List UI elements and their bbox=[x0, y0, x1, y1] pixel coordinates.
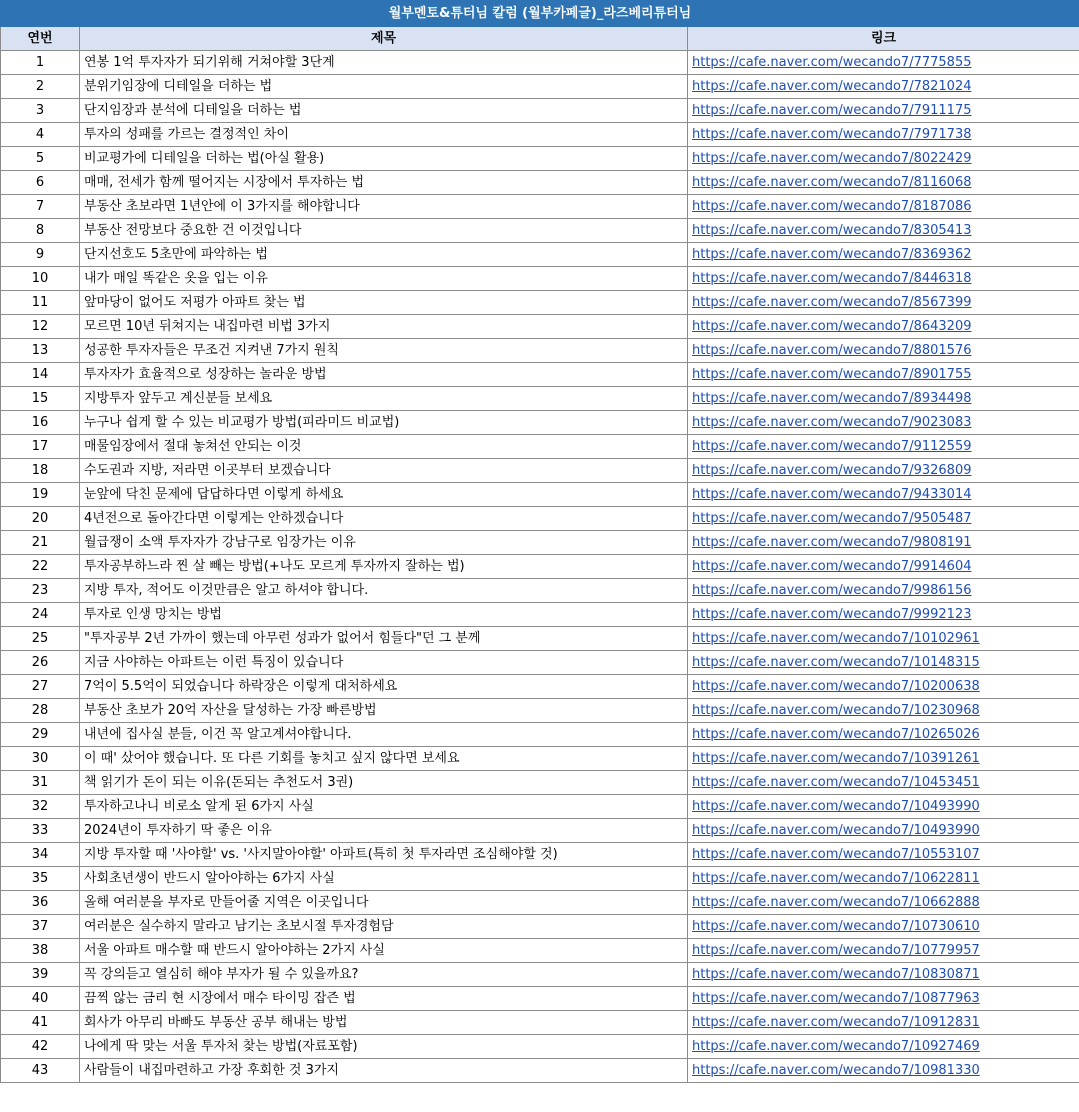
table-row bbox=[1, 675, 1079, 699]
row-link[interactable]: https://cafe.naver.com/wecando7/8022429 bbox=[692, 151, 972, 166]
row-link-cell bbox=[688, 99, 1079, 123]
row-number[interactable]: 30 bbox=[1, 747, 80, 771]
row-link-cell bbox=[688, 915, 1079, 939]
table-row bbox=[1, 483, 1079, 507]
row-number[interactable]: 9 bbox=[1, 243, 80, 267]
table-row bbox=[1, 531, 1079, 555]
row-title[interactable]: 이 때' 샀어야 했습니다. 또 다른 기회를 놓치고 싶지 않다면 보세요 bbox=[80, 747, 688, 771]
row-link-cell bbox=[688, 339, 1079, 363]
sheet-title[interactable]: 월부멘토&튜터님 칼럼 (월부카페글)_라즈베리튜터님 bbox=[1, 1, 1079, 27]
table-row bbox=[1, 219, 1079, 243]
row-title[interactable]: 투자하고나니 비로소 알게 된 6가지 사실 bbox=[80, 795, 688, 819]
table-row bbox=[1, 723, 1079, 747]
row-link-cell bbox=[688, 243, 1079, 267]
table-row bbox=[1, 819, 1079, 843]
row-link[interactable]: https://cafe.naver.com/wecando7/10877963 bbox=[692, 991, 980, 1006]
row-link-cell bbox=[688, 723, 1079, 747]
table-row bbox=[1, 411, 1079, 435]
row-number[interactable]: 8 bbox=[1, 219, 80, 243]
table-row bbox=[1, 699, 1079, 723]
row-link[interactable]: https://cafe.naver.com/wecando7/10662888 bbox=[692, 895, 980, 910]
row-title[interactable]: 투자자가 효율적으로 성장하는 놀라운 방법 bbox=[80, 363, 688, 387]
table-row bbox=[1, 843, 1079, 867]
table-row bbox=[1, 771, 1079, 795]
table-row bbox=[1, 171, 1079, 195]
row-title[interactable]: 올해 여러분을 부자로 만들어줄 지역은 이곳입니다 bbox=[80, 891, 688, 915]
row-title[interactable]: 투자로 인생 망치는 방법 bbox=[80, 603, 688, 627]
row-number[interactable]: 43 bbox=[1, 1059, 80, 1083]
row-title[interactable]: 부동산 전망보다 중요한 건 이것입니다 bbox=[80, 219, 688, 243]
row-link[interactable]: https://cafe.naver.com/wecando7/8369362 bbox=[692, 247, 972, 262]
row-link[interactable]: https://cafe.naver.com/wecando7/8801576 bbox=[692, 343, 972, 358]
row-link[interactable]: https://cafe.naver.com/wecando7/10230968 bbox=[692, 703, 980, 718]
table-row bbox=[1, 339, 1079, 363]
row-number[interactable]: 24 bbox=[1, 603, 80, 627]
row-number[interactable]: 19 bbox=[1, 483, 80, 507]
table-row bbox=[1, 195, 1079, 219]
row-link-cell bbox=[688, 435, 1079, 459]
row-link-cell bbox=[688, 75, 1079, 99]
row-link[interactable]: https://cafe.naver.com/wecando7/9505487 bbox=[692, 511, 972, 526]
row-title[interactable]: 비교평가에 디테일을 더하는 법(아실 활용) bbox=[80, 147, 688, 171]
row-link-cell bbox=[688, 699, 1079, 723]
table-row bbox=[1, 579, 1079, 603]
table-row bbox=[1, 291, 1079, 315]
row-title[interactable]: 지방 투자, 적어도 이것만큼은 알고 하셔야 합니다. bbox=[80, 579, 688, 603]
row-link-cell bbox=[688, 387, 1079, 411]
row-link-cell bbox=[688, 267, 1079, 291]
row-link-cell bbox=[688, 123, 1079, 147]
row-number[interactable]: 13 bbox=[1, 339, 80, 363]
row-link-cell bbox=[688, 963, 1079, 987]
row-number[interactable]: 20 bbox=[1, 507, 80, 531]
row-link-cell bbox=[688, 867, 1079, 891]
row-number[interactable]: 10 bbox=[1, 267, 80, 291]
row-link[interactable]: https://cafe.naver.com/wecando7/10981330 bbox=[692, 1063, 980, 1078]
table-row bbox=[1, 363, 1079, 387]
table-row bbox=[1, 1035, 1079, 1059]
row-title[interactable]: 나에게 딱 맞는 서울 투자처 찾는 방법(자료포함) bbox=[80, 1035, 688, 1059]
row-title[interactable]: 여러분은 실수하지 말라고 남기는 초보시절 투자경험담 bbox=[80, 915, 688, 939]
table-row bbox=[1, 387, 1079, 411]
row-number[interactable]: 42 bbox=[1, 1035, 80, 1059]
row-link[interactable]: https://cafe.naver.com/wecando7/9023083 bbox=[692, 415, 972, 430]
row-link-cell bbox=[688, 891, 1079, 915]
row-title[interactable]: 매매, 전세가 함께 떨어지는 시장에서 투자하는 법 bbox=[80, 171, 688, 195]
row-title[interactable]: 7억이 5.5억이 되었습니다 하락장은 이렇게 대처하세요 bbox=[80, 675, 688, 699]
row-number[interactable]: 27 bbox=[1, 675, 80, 699]
table-row bbox=[1, 315, 1079, 339]
row-link[interactable]: https://cafe.naver.com/wecando7/9914604 bbox=[692, 559, 972, 574]
row-title[interactable]: 단지임장과 분석에 디테일을 더하는 법 bbox=[80, 99, 688, 123]
row-title[interactable]: 분위기임장에 디테일을 더하는 법 bbox=[80, 75, 688, 99]
row-link-cell bbox=[688, 195, 1079, 219]
row-number[interactable]: 40 bbox=[1, 987, 80, 1011]
row-link-cell bbox=[688, 747, 1079, 771]
row-title[interactable]: 내가 매일 똑같은 옷을 입는 이유 bbox=[80, 267, 688, 291]
row-link-cell bbox=[688, 1011, 1079, 1035]
row-number[interactable]: 39 bbox=[1, 963, 80, 987]
row-link-cell bbox=[688, 1035, 1079, 1059]
row-number[interactable]: 7 bbox=[1, 195, 80, 219]
table-row bbox=[1, 747, 1079, 771]
row-title[interactable]: 4년전으로 돌아간다면 이렇게는 안하겠습니다 bbox=[80, 507, 688, 531]
table-row bbox=[1, 459, 1079, 483]
table-row bbox=[1, 867, 1079, 891]
row-link-cell bbox=[688, 939, 1079, 963]
row-number[interactable]: 3 bbox=[1, 99, 80, 123]
table-row bbox=[1, 99, 1079, 123]
row-number[interactable]: 4 bbox=[1, 123, 80, 147]
row-title[interactable]: 서울 아파트 매수할 때 반드시 알아야하는 2가지 사실 bbox=[80, 939, 688, 963]
row-title[interactable]: 단지선호도 5초만에 파악하는 법 bbox=[80, 243, 688, 267]
table-row bbox=[1, 939, 1079, 963]
row-number[interactable]: 37 bbox=[1, 915, 80, 939]
row-link[interactable]: https://cafe.naver.com/wecando7/10453451 bbox=[692, 775, 980, 790]
table-row bbox=[1, 1059, 1079, 1083]
row-title[interactable]: 사람들이 내집마련하고 가장 후회한 것 3가지 bbox=[80, 1059, 688, 1083]
title-row bbox=[1, 1, 1079, 27]
row-link-cell bbox=[688, 579, 1079, 603]
row-number[interactable]: 38 bbox=[1, 939, 80, 963]
row-link-cell bbox=[688, 507, 1079, 531]
row-title[interactable]: 사회초년생이 반드시 알아야하는 6가지 사실 bbox=[80, 867, 688, 891]
row-link-cell bbox=[688, 1059, 1079, 1083]
table-row bbox=[1, 1011, 1079, 1035]
row-number[interactable]: 11 bbox=[1, 291, 80, 315]
row-number[interactable]: 23 bbox=[1, 579, 80, 603]
row-link[interactable]: https://cafe.naver.com/wecando7/10912831 bbox=[692, 1015, 980, 1030]
row-link[interactable]: https://cafe.naver.com/wecando7/10779957 bbox=[692, 943, 980, 958]
row-link[interactable]: https://cafe.naver.com/wecando7/8116068 bbox=[692, 175, 972, 190]
row-title[interactable]: 책 읽기가 돈이 되는 이유(돈되는 추천도서 3권) bbox=[80, 771, 688, 795]
row-title[interactable]: 투자공부하느라 찐 살 빼는 방법(+나도 모르게 투자까지 잘하는 법) bbox=[80, 555, 688, 579]
row-link-cell bbox=[688, 987, 1079, 1011]
row-title[interactable]: 누구나 쉽게 할 수 있는 비교평가 방법(피라미드 비교법) bbox=[80, 411, 688, 435]
row-title[interactable]: 모르면 10년 뒤쳐지는 내집마련 비법 3가지 bbox=[80, 315, 688, 339]
row-title[interactable]: 지금 사야하는 아파트는 이런 특징이 있습니다 bbox=[80, 651, 688, 675]
row-link-cell bbox=[688, 483, 1079, 507]
row-title[interactable]: 월급쟁이 소액 투자자가 강남구로 임장가는 이유 bbox=[80, 531, 688, 555]
row-link[interactable]: https://cafe.naver.com/wecando7/8187086 bbox=[692, 199, 972, 214]
table-row bbox=[1, 891, 1079, 915]
row-link-cell bbox=[688, 171, 1079, 195]
table-row bbox=[1, 243, 1079, 267]
row-link[interactable]: https://cafe.naver.com/wecando7/10730610 bbox=[692, 919, 980, 934]
row-link[interactable]: https://cafe.naver.com/wecando7/9326809 bbox=[692, 463, 972, 478]
row-title[interactable]: 매물임장에서 절대 놓쳐선 안되는 이것 bbox=[80, 435, 688, 459]
row-number[interactable]: 5 bbox=[1, 147, 80, 171]
row-number[interactable]: 12 bbox=[1, 315, 80, 339]
row-title[interactable]: 눈앞에 닥친 문제에 답답하다면 이렇게 하세요 bbox=[80, 483, 688, 507]
row-number[interactable]: 26 bbox=[1, 651, 80, 675]
header-row bbox=[1, 27, 1079, 51]
row-link[interactable]: https://cafe.naver.com/wecando7/10200638 bbox=[692, 679, 980, 694]
row-link[interactable]: https://cafe.naver.com/wecando7/10622811 bbox=[692, 871, 980, 886]
row-link-cell bbox=[688, 771, 1079, 795]
row-link-cell bbox=[688, 291, 1079, 315]
table-row bbox=[1, 651, 1079, 675]
row-title[interactable]: 수도권과 지방, 저라면 이곳부터 보겠습니다 bbox=[80, 459, 688, 483]
row-title[interactable]: 투자의 성패를 가르는 결정적인 차이 bbox=[80, 123, 688, 147]
row-link-cell bbox=[688, 555, 1079, 579]
row-link[interactable]: https://cafe.naver.com/wecando7/10927469 bbox=[692, 1039, 980, 1054]
table-row bbox=[1, 915, 1079, 939]
header-title[interactable]: 제목 bbox=[80, 27, 688, 51]
row-link[interactable]: https://cafe.naver.com/wecando7/9986156 bbox=[692, 583, 972, 598]
row-title[interactable]: 꼭 강의듣고 열심히 해야 부자가 될 수 있을까요? bbox=[80, 963, 688, 987]
row-number[interactable]: 15 bbox=[1, 387, 80, 411]
row-link[interactable]: https://cafe.naver.com/wecando7/10391261 bbox=[692, 751, 980, 766]
row-title[interactable]: 부동산 초보라면 1년안에 이 3가지를 해야합니다 bbox=[80, 195, 688, 219]
row-link[interactable]: https://cafe.naver.com/wecando7/9433014 bbox=[692, 487, 972, 502]
table-row bbox=[1, 603, 1079, 627]
row-link[interactable]: https://cafe.naver.com/wecando7/7821024 bbox=[692, 79, 972, 94]
row-title[interactable]: 끔찍 않는 금리 현 시장에서 매수 타이밍 잡즌 법 bbox=[80, 987, 688, 1011]
row-number[interactable]: 17 bbox=[1, 435, 80, 459]
row-link-cell bbox=[688, 819, 1079, 843]
row-link[interactable]: https://cafe.naver.com/wecando7/8567399 bbox=[692, 295, 972, 310]
row-link-cell bbox=[688, 411, 1079, 435]
row-link[interactable]: https://cafe.naver.com/wecando7/8305413 bbox=[692, 223, 972, 238]
row-link[interactable]: https://cafe.naver.com/wecando7/10265026 bbox=[692, 727, 980, 742]
row-link[interactable]: https://cafe.naver.com/wecando7/9112559 bbox=[692, 439, 972, 454]
row-title[interactable]: 앞마당이 없어도 저평가 아파트 찾는 법 bbox=[80, 291, 688, 315]
table-row bbox=[1, 987, 1079, 1011]
row-link[interactable]: https://cafe.naver.com/wecando7/8934498 bbox=[692, 391, 972, 406]
row-link[interactable]: https://cafe.naver.com/wecando7/8446318 bbox=[692, 271, 972, 286]
table-row bbox=[1, 147, 1079, 171]
row-number[interactable]: 1 bbox=[1, 51, 80, 75]
row-number[interactable]: 25 bbox=[1, 627, 80, 651]
table-row bbox=[1, 555, 1079, 579]
row-number[interactable]: 34 bbox=[1, 843, 80, 867]
table-body bbox=[1, 51, 1079, 1083]
row-number[interactable]: 14 bbox=[1, 363, 80, 387]
row-number[interactable]: 29 bbox=[1, 723, 80, 747]
row-link-cell bbox=[688, 363, 1079, 387]
table-row bbox=[1, 507, 1079, 531]
row-link[interactable]: https://cafe.naver.com/wecando7/10493990 bbox=[692, 799, 980, 814]
row-link-cell bbox=[688, 315, 1079, 339]
row-link[interactable]: https://cafe.naver.com/wecando7/7911175 bbox=[692, 103, 972, 118]
header-no[interactable]: 연번 bbox=[1, 27, 80, 51]
row-link[interactable]: https://cafe.naver.com/wecando7/10493990 bbox=[692, 823, 980, 838]
table-row bbox=[1, 267, 1079, 291]
row-number[interactable]: 18 bbox=[1, 459, 80, 483]
row-number[interactable]: 31 bbox=[1, 771, 80, 795]
row-link-cell bbox=[688, 219, 1079, 243]
row-link-cell bbox=[688, 603, 1079, 627]
table-row bbox=[1, 627, 1079, 651]
row-number[interactable]: 33 bbox=[1, 819, 80, 843]
row-title[interactable]: "투자공부 2년 가까이 했는데 아무런 성과가 없어서 힘들다"던 그 분께 bbox=[80, 627, 688, 651]
row-link-cell bbox=[688, 147, 1079, 171]
table-row bbox=[1, 963, 1079, 987]
row-link[interactable]: https://cafe.naver.com/wecando7/7971738 bbox=[692, 127, 972, 142]
table-row bbox=[1, 795, 1079, 819]
row-number[interactable]: 22 bbox=[1, 555, 80, 579]
table-row bbox=[1, 435, 1079, 459]
row-link-cell bbox=[688, 531, 1079, 555]
row-number[interactable]: 6 bbox=[1, 171, 80, 195]
row-title[interactable]: 성공한 투자자들은 무조건 지켜낸 7가지 원칙 bbox=[80, 339, 688, 363]
row-number[interactable]: 21 bbox=[1, 531, 80, 555]
row-link[interactable]: https://cafe.naver.com/wecando7/10553107 bbox=[692, 847, 980, 862]
row-title[interactable]: 2024년이 투자하기 딱 좋은 이유 bbox=[80, 819, 688, 843]
row-number[interactable]: 32 bbox=[1, 795, 80, 819]
row-number[interactable]: 35 bbox=[1, 867, 80, 891]
row-link[interactable]: https://cafe.naver.com/wecando7/9992123 bbox=[692, 607, 972, 622]
row-link-cell bbox=[688, 459, 1079, 483]
row-link[interactable]: https://cafe.naver.com/wecando7/7775855 bbox=[692, 55, 972, 70]
row-link-cell bbox=[688, 843, 1079, 867]
row-link-cell bbox=[688, 795, 1079, 819]
row-number[interactable]: 41 bbox=[1, 1011, 80, 1035]
row-title[interactable]: 내년에 집사실 분들, 이건 꼭 알고계셔야합니다. bbox=[80, 723, 688, 747]
row-number[interactable]: 28 bbox=[1, 699, 80, 723]
row-link[interactable]: https://cafe.naver.com/wecando7/8901755 bbox=[692, 367, 972, 382]
row-title[interactable]: 지방 투자할 때 '사야할' vs. '사지말아야할' 아파트(특히 첫 투자라면 조심해야할 것) bbox=[80, 843, 688, 867]
row-link-cell bbox=[688, 51, 1079, 75]
table-row bbox=[1, 51, 1079, 75]
row-title[interactable]: 연봉 1억 투자자가 되기위해 거쳐야할 3단계 bbox=[80, 51, 688, 75]
header-link[interactable]: 링크 bbox=[688, 27, 1079, 51]
table-row bbox=[1, 123, 1079, 147]
row-link-cell bbox=[688, 675, 1079, 699]
row-title[interactable]: 지방투자 앞두고 계신분들 보세요 bbox=[80, 387, 688, 411]
row-link-cell bbox=[688, 651, 1079, 675]
row-link[interactable]: https://cafe.naver.com/wecando7/9808191 bbox=[692, 535, 972, 550]
row-number[interactable]: 2 bbox=[1, 75, 80, 99]
row-link[interactable]: https://cafe.naver.com/wecando7/10830871 bbox=[692, 967, 980, 982]
row-title[interactable]: 회사가 아무리 바빠도 부동산 공부 해내는 방법 bbox=[80, 1011, 688, 1035]
row-title[interactable]: 부동산 초보가 20억 자산을 달성하는 가장 빠른방법 bbox=[80, 699, 688, 723]
row-link-cell bbox=[688, 627, 1079, 651]
row-link[interactable]: https://cafe.naver.com/wecando7/10102961 bbox=[692, 631, 980, 646]
row-link[interactable]: https://cafe.naver.com/wecando7/10148315 bbox=[692, 655, 980, 670]
table-row bbox=[1, 75, 1079, 99]
row-number[interactable]: 36 bbox=[1, 891, 80, 915]
row-number[interactable]: 16 bbox=[1, 411, 80, 435]
row-link[interactable]: https://cafe.naver.com/wecando7/8643209 bbox=[692, 319, 972, 334]
